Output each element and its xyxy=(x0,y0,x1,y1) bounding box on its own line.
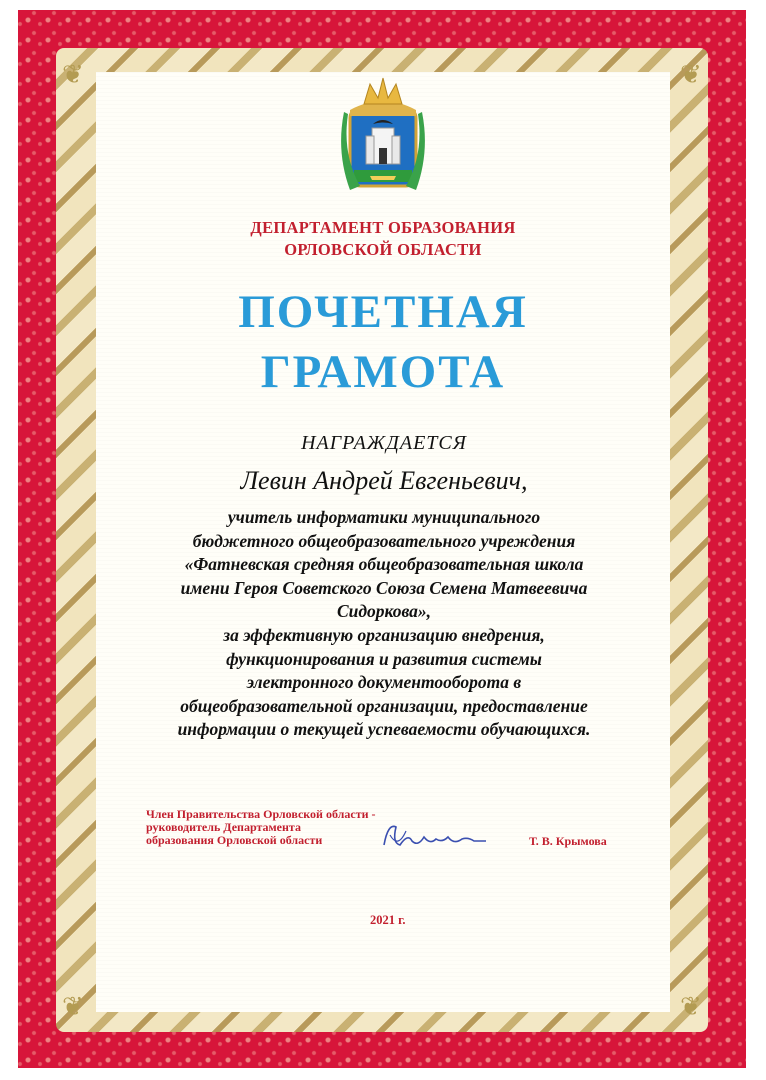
awarded-label: НАГРАЖДАЕТСЯ xyxy=(301,432,467,454)
description-line: функционирования и развития системы xyxy=(226,648,542,669)
signatory-name: Т. В. Крымова xyxy=(529,834,607,848)
signatory-position-line-3: образования Орловской области xyxy=(146,833,323,847)
description-line: Сидоркова», xyxy=(336,601,432,622)
description-line: информации о текущей успеваемости обучающихся. xyxy=(177,719,591,740)
recipient-name: Левин Андрей Евгеньевич, xyxy=(240,466,528,495)
department-name-line-1: ДЕПАРТАМЕНТ ОБРАЗОВАНИЯ xyxy=(250,218,516,237)
orel-region-coat-of-arms-icon xyxy=(340,74,426,198)
laurel-branch-icon: ❦ xyxy=(62,60,84,89)
department-name-line-2: ОРЛОВСКОЙ ОБЛАСТИ xyxy=(284,240,482,259)
laurel-branch-icon: ❦ xyxy=(62,992,84,1021)
signatory-position-line-2: руководитель Департамента xyxy=(146,820,301,834)
signatory-position xyxy=(146,808,376,847)
laurel-branch-icon: ❦ xyxy=(680,60,702,89)
description-line: имени Героя Советского Союза Семена Матвеевича xyxy=(180,577,588,598)
year: 2021 г. xyxy=(370,913,406,927)
description-line: учитель информатики муниципального xyxy=(227,507,541,527)
description-line: за эффективную организацию внедрения, xyxy=(223,624,545,645)
description-line: «Фатневская средняя общеобразовательная школа xyxy=(184,554,584,575)
laurel-branch-icon: ❦ xyxy=(680,992,702,1021)
title-line-2: ГРАМОТА xyxy=(260,346,506,398)
handwritten-signature xyxy=(378,815,490,857)
signatory-position-line-1: Член Правительства Орловской области - xyxy=(146,807,376,821)
description-line: электронного документооборота в xyxy=(246,672,522,693)
description-line: бюджетного общеобразовательного учреждения xyxy=(192,530,576,551)
award-description xyxy=(104,506,664,742)
title-line-1: ПОЧЕТНАЯ xyxy=(238,286,528,338)
description-line: общеобразовательной организации, предоставление xyxy=(180,695,588,716)
